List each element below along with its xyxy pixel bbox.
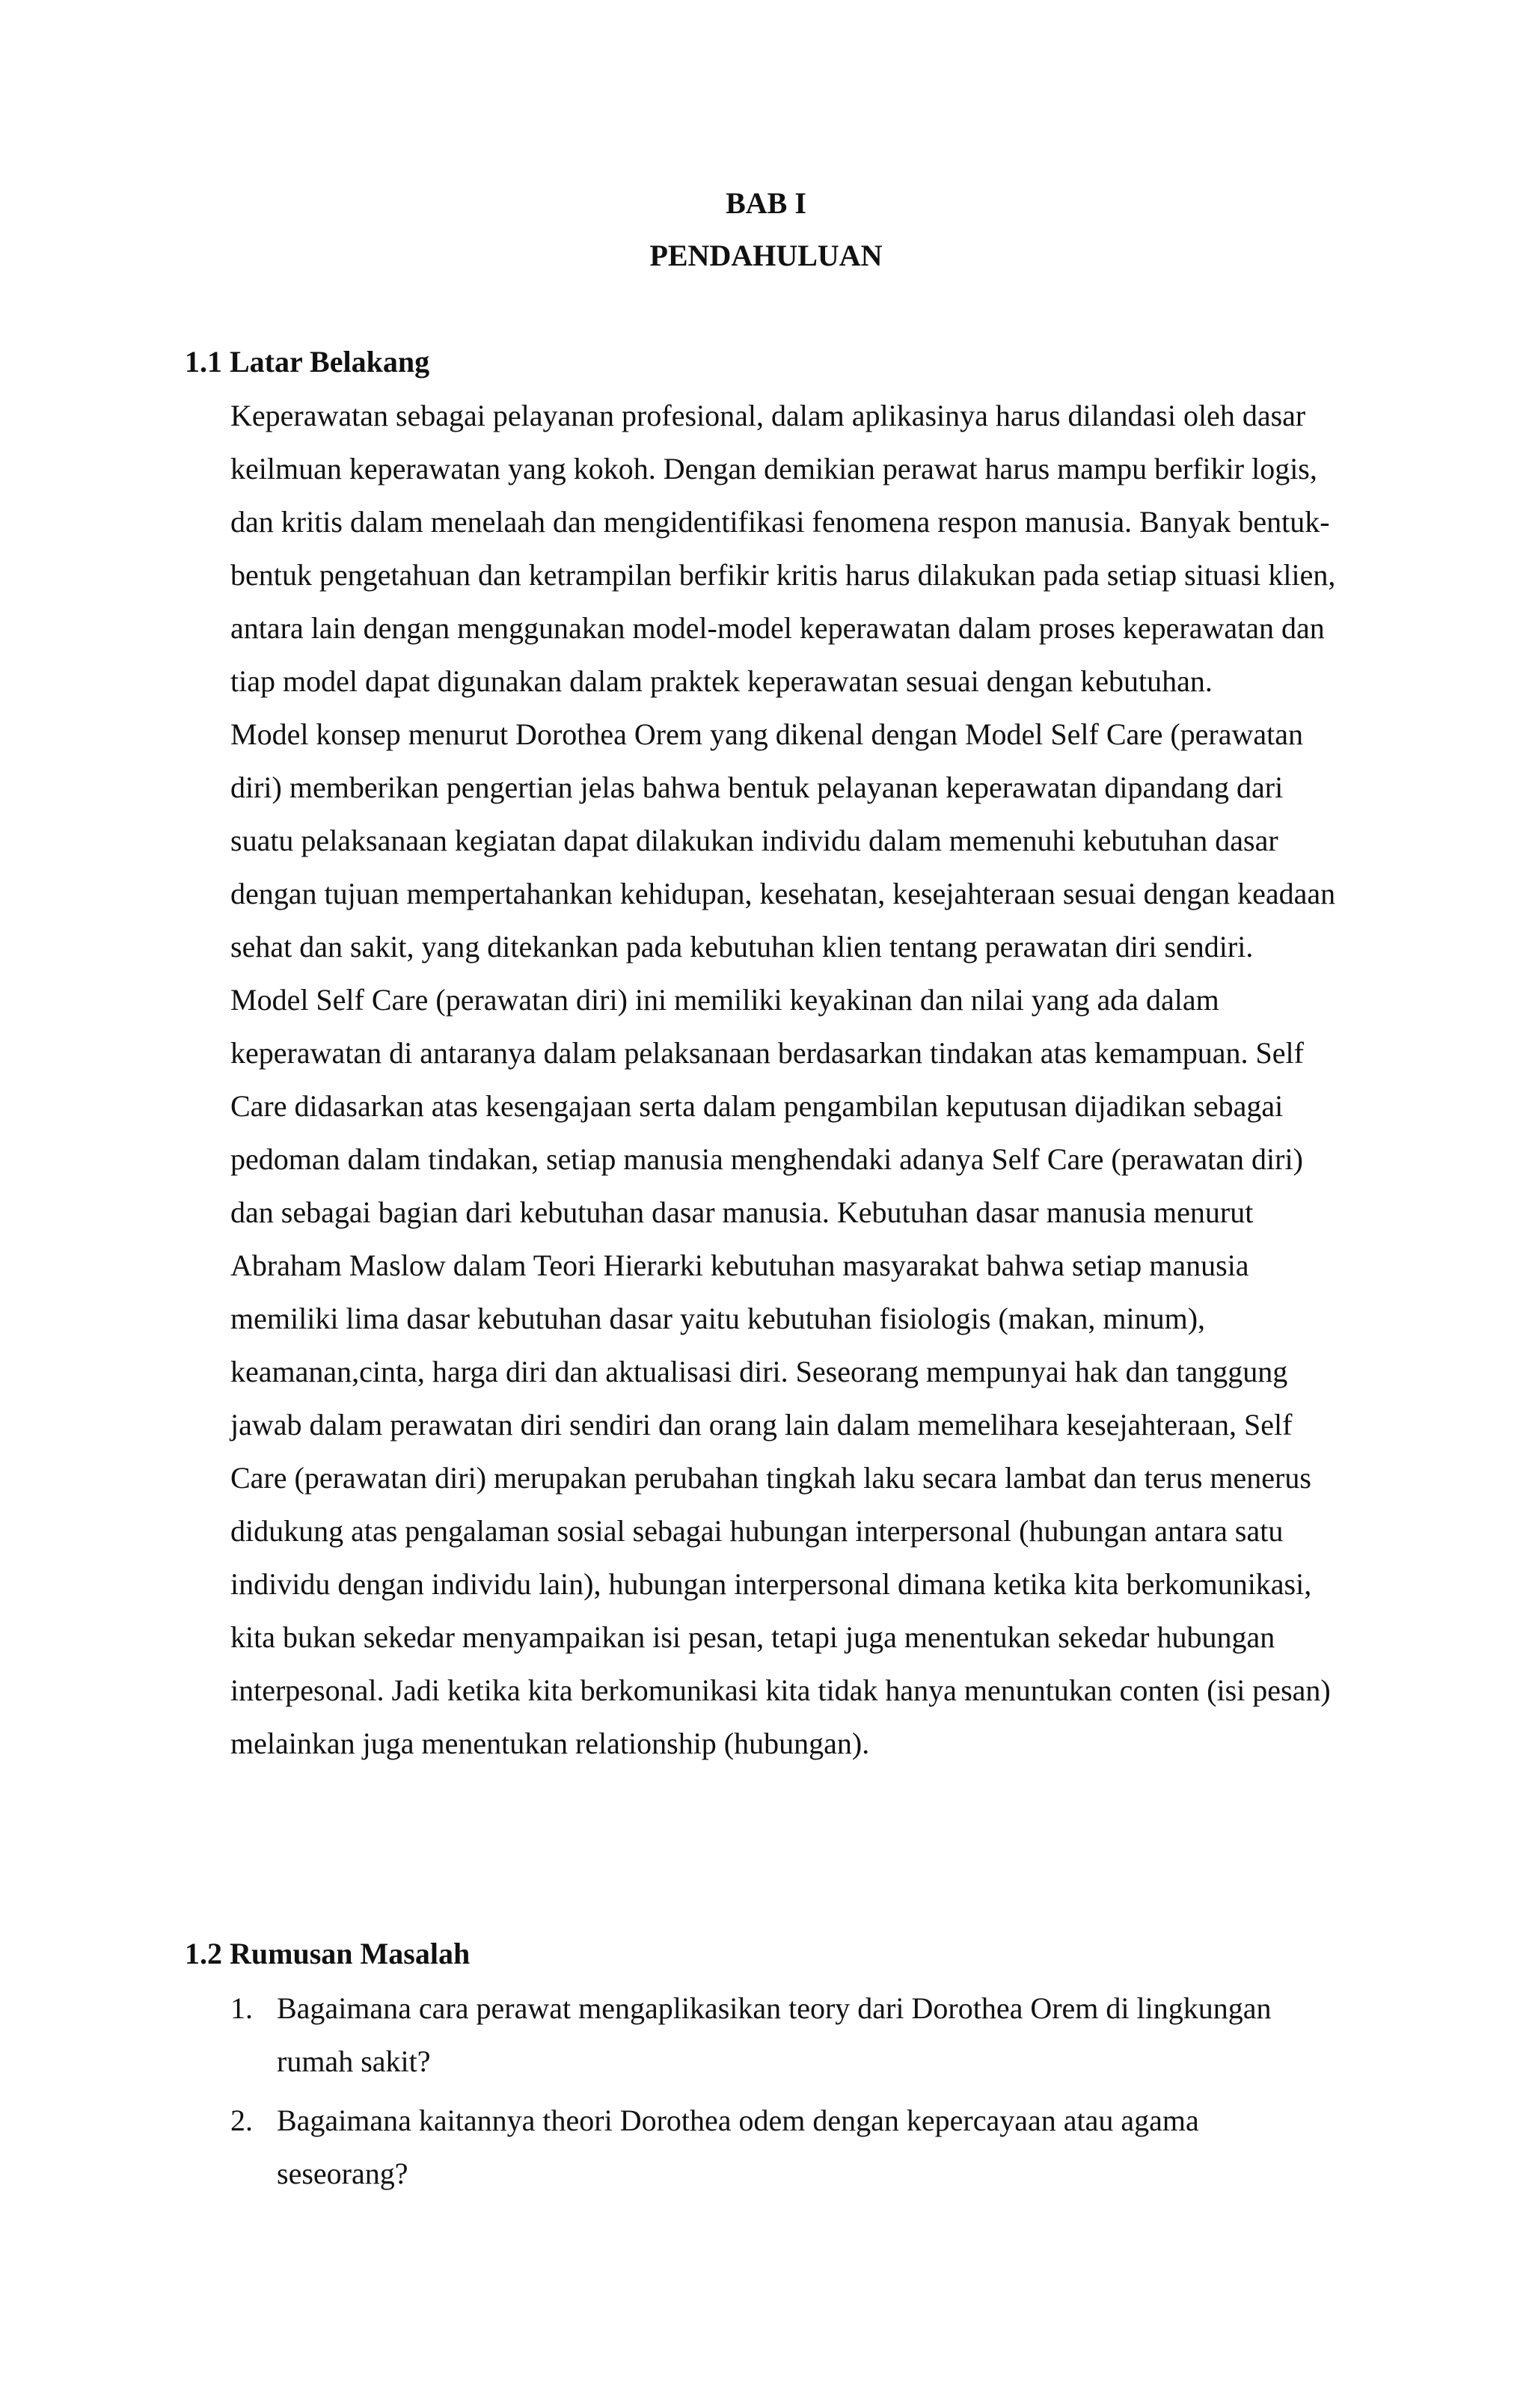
list-item-number: 1.: [230, 1991, 253, 2025]
paragraph: Keperawatan sebagai pelayanan profesional, dalam aplikasinya harus dilandasi oleh dasar keilmuan keperawatan yang kokoh. Dengan demikian perawat harus mampu berfikir logis, dan kritis dalam menelaah dan mengidentifikasi fenomena respon manusia. Banyak bentuk-bentuk pengetahuan dan ketrampilan berfikir kritis harus dilakukan pada setiap situasi klien, antara lain dengan menggunakan model-model keperawatan dalam proses keperawatan dan tiap model dapat digunakan dalam praktek keperawatan sesuai dengan kebutuhan.: [230, 399, 1336, 698]
section-heading-rumusan-masalah: 1.2 Rumusan Masalah: [185, 1937, 471, 1970]
list-item: [230, 1982, 1338, 2088]
list-item-text: Bagaimana kaitannya theori Dorothea odem dengan kepercayaan atau agama seseorang?: [277, 2104, 1199, 2190]
chapter-title: PENDAHULUAN: [649, 239, 883, 272]
list-item-text: Bagaimana cara perawat mengaplikasikan teory dari Dorothea Orem di lingkungan rumah sakit?: [277, 1991, 1272, 2078]
paragraph: Model Self Care (perawatan diri) ini memiliki keyakinan dan nilai yang ada dalam keperawatan di antaranya dalam pelaksanaan berdasarkan tindakan atas kemampuan. Self Care didasarkan atas kesengajaan serta dalam pengambilan keputusan dijadikan sebagai pedoman dalam tindakan, setiap manusia menghendaki adanya Self Care (perawatan diri) dan sebagai bagian dari kebutuhan dasar manusia. Kebutuhan dasar manusia menurut Abraham Maslow dalam Teori Hierarki kebutuhan masyarakat bahwa setiap manusia memiliki lima dasar kebutuhan dasar yaitu kebutuhan fisiologis (makan, minum), keamanan,cinta, harga diri dan aktualisasi diri. Seseorang mempunyai hak dan tanggung jawab dalam perawatan diri sendiri dan orang lain dalam memelihara kesejahteraan, Self Care (perawatan diri) merupakan perubahan tingkah laku secara lambat dan terus menerus didukung atas pengalaman sosial sebagai hubungan interpersonal (hubungan antara satu individu dengan individu lain), hubungan interpersonal dimana ketika kita berkomunikasi, kita bukan sekedar menyampaikan isi pesan, tetapi juga menentukan sekedar hubungan interpesonal. Jadi ketika kita berkomunikasi kita tidak hanya menuntukan conten (isi pesan) melainkan juga menentukan relationship (hubungan).: [230, 983, 1331, 1760]
section-heading-latar-belakang: 1.1 Latar Belakang: [185, 345, 430, 379]
chapter-number: BAB I: [726, 186, 806, 220]
list-item-number: 2.: [230, 2104, 253, 2137]
paragraph: Model konsep menurut Dorothea Orem yang dikenal dengan Model Self Care (perawatan diri) memberikan pengertian jelas bahwa bentuk pelayanan keperawatan dipandang dari suatu pelaksanaan kegiatan dapat dilakukan individu dalam memenuhi kebutuhan dasar dengan tujuan mempertahankan kehidupan, kesehatan, kesejahteraan sesuai dengan keadaan sehat dan sakit, yang ditekankan pada kebutuhan klien tentang perawatan diri sendiri.: [230, 717, 1336, 963]
list-item: [230, 2094, 1338, 2200]
problem-list: [230, 1982, 1338, 2206]
section-body-latar-belakang: [230, 389, 1338, 1770]
